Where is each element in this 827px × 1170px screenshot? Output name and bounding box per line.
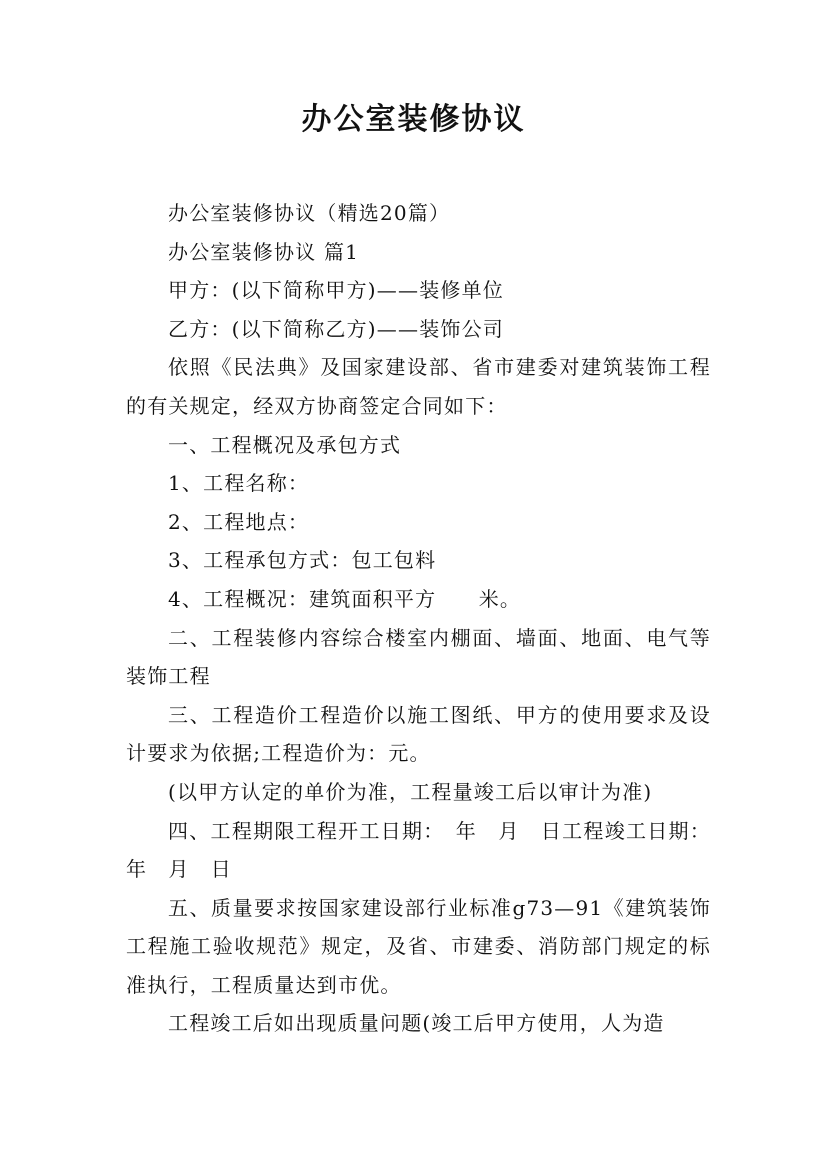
paragraph: 依照《民法典》及国家建设部、省市建委对建筑装饰工程的有关规定，经双方协商签定合同如下： <box>126 355 711 418</box>
paragraph: 4、工程概况：建筑面积平方 米。 <box>168 586 522 611</box>
document-title: 办公室装修协议 <box>301 102 526 137</box>
paragraph: 办公室装修协议（精选20篇） <box>168 201 451 225</box>
paragraph: 3、工程承包方式：包工包料 <box>168 548 437 573</box>
paragraph: 四、工程期限工程开工日期： 年 月 日工程竣工日期：年 月 日 <box>126 818 711 882</box>
paragraph: 工程竣工后如出现质量问题(竣工后甲方使用，人为造 <box>168 1011 665 1036</box>
paragraph: 2、工程地点： <box>168 509 310 534</box>
paragraph: 一、工程概况及承包方式 <box>168 432 402 457</box>
paragraph: 五、质量要求按国家建设部行业标准g73—91《建筑装饰工程施工验收规范》规定，及省、市建委、消防部门规定的标准执行，工程质量达到市优。 <box>126 895 711 997</box>
paragraph: 三、工程造价工程造价以施工图纸、甲方的使用要求及设计要求为依据;工程造价为：元。 <box>126 702 711 766</box>
paragraph: 1、工程名称： <box>168 471 310 496</box>
paragraph: 办公室装修协议 篇1 <box>168 239 360 264</box>
paragraph: (以甲方认定的单价为准，工程量竣工后以审计为准) <box>168 779 653 804</box>
paragraph: 乙方：(以下简称乙方)——装饰公司 <box>168 316 505 341</box>
paragraph: 甲方：(以下简称甲方)——装修单位 <box>168 278 505 303</box>
paragraph: 二、工程装修内容综合楼室内棚面、墙面、地面、电气等装饰工程 <box>126 625 711 689</box>
document-body <box>126 194 711 1043</box>
